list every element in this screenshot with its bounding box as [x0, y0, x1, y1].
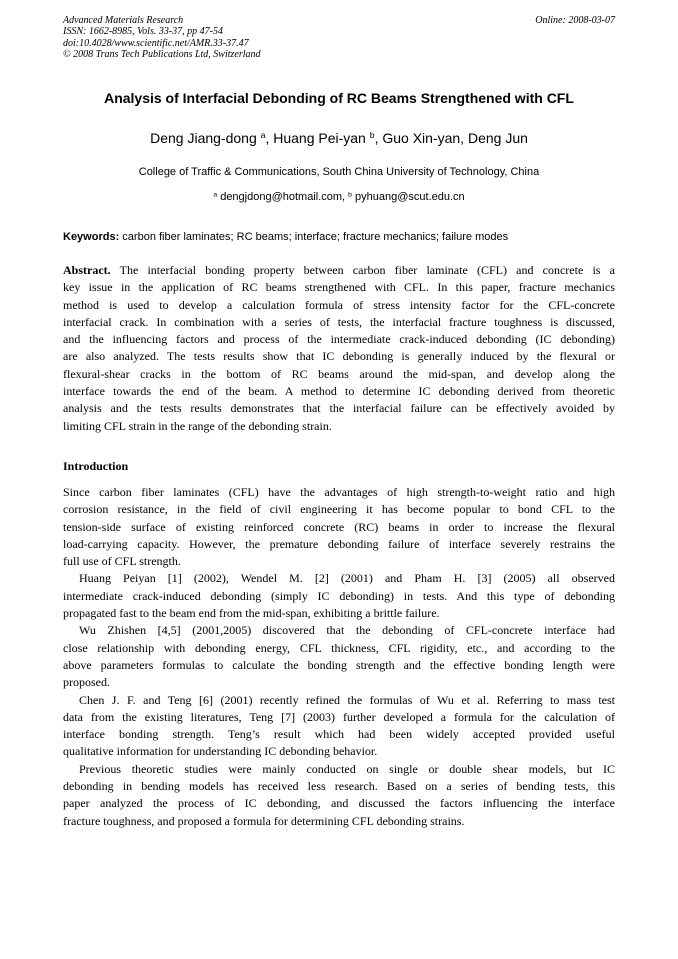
intro-line: load-carrying capacity. However, the premature debonding failure of interface severely restrains the [63, 536, 615, 551]
intro-line: data from the existing literatures, Teng [7] (2003) further developed a formula for the calculation of [63, 709, 615, 724]
issn-line: ISSN: 1662-8985, Vols. 33-37, pp 47-54 [63, 26, 223, 38]
abstract-line: are also analyzed. The tests results show that IC debonding is generally induced by the flexural or [63, 349, 615, 364]
intro-line: tension-side surface of existing reinforced concrete (RC) beams in order to increase the flexural [63, 519, 615, 534]
intro-line: corrosion resistance, in the field of civil engineering it has become popular to bond CFL to the [63, 502, 615, 517]
abstract-line: key issue in the application of RC beams strengthened with CFL. In this paper, fracture mechanics [63, 280, 615, 295]
abstract-line: flexural-shear cracks in the bottom of RC beams around the mid-span, and develop along the [63, 366, 615, 381]
intro-line: Chen J. F. and Teng [6] (2001) recently refined the formulas of Wu et al. Referring to mass test [79, 692, 615, 707]
author-list [40, 130, 638, 146]
journal-name: Advanced Materials Research [63, 15, 184, 26]
intro-line: full use of CFL strength. [63, 554, 181, 569]
intro-line: qualitative information for understanding IC debonding behavior. [63, 744, 378, 759]
introduction-body [63, 484, 615, 830]
author-1-sup: a [260, 130, 266, 141]
copyright-line: © 2008 Trans Tech Publications Ltd, Switzerland [63, 48, 261, 60]
introduction-heading: Introduction [63, 459, 129, 473]
abstract-line: analysis and the tests results demonstrates that the interfacial failure can be effectively avoided by [63, 401, 615, 416]
intro-line: Wu Zhishen [4,5] (2001,2005) discovered that the debonding of CFL-concrete interface had [79, 623, 615, 638]
email-b: pyhuang@scut.edu.cn [351, 191, 465, 203]
abstract-line: interfacial crack. In combination with a series of tests, the interfacial fracture toughness is discussed, [63, 314, 615, 329]
email-a: dengjdong@hotmail.com, [217, 191, 349, 203]
intro-line: intermediate crack-induced debonding (simply IC debonding) in tests. And this type of debonding [63, 588, 615, 603]
email-b-sup: b [348, 191, 352, 199]
abstract-first-line: The interfacial bonding property between carbon fiber laminate (CFL) and concrete is a [110, 263, 615, 277]
affiliation: College of Traffic & Communications, South China University of Technology, China [138, 166, 540, 178]
intro-line: propagated fast to the beam end from the mid-span, exhibiting a brittle failure. [63, 606, 440, 621]
keywords [63, 231, 615, 243]
abstract-line: interface towards the end of the beam. A method to determine IC debonding derived from theoretic [63, 384, 615, 399]
keywords-label: Keywords: [63, 231, 120, 243]
intro-line: interface bonding strength. Teng’s result which had been widely accepted provided useful [63, 727, 615, 742]
intro-line: Huang Peiyan [1] (2002), Wendel M. [2] (2001) and Pham H. [3] (2005) all observed [79, 571, 615, 586]
intro-line: proposed. [63, 675, 110, 690]
intro-line: above parameters formulas to calculate the bonding strength and the effective bonding length were [63, 657, 615, 672]
abstract-line: method is used to develop a calculation formula of stress intensity factor for the CFL-concrete [63, 297, 615, 312]
keywords-text: carbon fiber laminates; RC beams; interface; fracture mechanics; failure modes [119, 231, 509, 243]
abstract-line [63, 262, 615, 279]
author-2: , Huang Pei-yan [265, 130, 370, 146]
journal-header [63, 15, 615, 60]
online-date: Online: 2008-03-07 [535, 15, 615, 26]
intro-line: debonding in bending models has received less research. Based on a series of bending tests, this [63, 779, 615, 794]
intro-line: paper analyzed the process of IC debonding, and discussed the factors influencing the interface [63, 796, 615, 811]
intro-line: close relationship with debonding energy, CFL thickness, CFL rigidity, etc., and according to the [63, 640, 615, 655]
intro-line: fracture toughness, and proposed a formula for determining CFL debonding strains. [63, 813, 465, 828]
email-line [40, 191, 638, 203]
abstract [63, 262, 615, 435]
author-1: Deng Jiang-dong [150, 130, 261, 146]
intro-line: Previous theoretic studies were mainly conducted on single or double shear models, but IC [79, 761, 615, 776]
author-2-sup: b [369, 130, 375, 141]
intro-line: Since carbon fiber laminates (CFL) have the advantages of high strength-to-weight ratio and high [63, 485, 615, 499]
abstract-label: Abstract. [63, 263, 111, 277]
abstract-line: and the influencing factors and process of the intermediate crack-induced debonding (IC debonding) [63, 332, 615, 347]
email-a-sup: a [213, 191, 218, 199]
abstract-line: limiting CFL strain in the range of the debonding strain. [63, 418, 332, 433]
paper-title: Analysis of Interfacial Debonding of RC Beams Strengthened with CFL [104, 90, 574, 106]
other-authors: , Guo Xin-yan, Deng Jun [374, 130, 528, 146]
doi-line: doi:10.4028/www.scientific.net/AMR.33-37.47 [63, 37, 249, 49]
